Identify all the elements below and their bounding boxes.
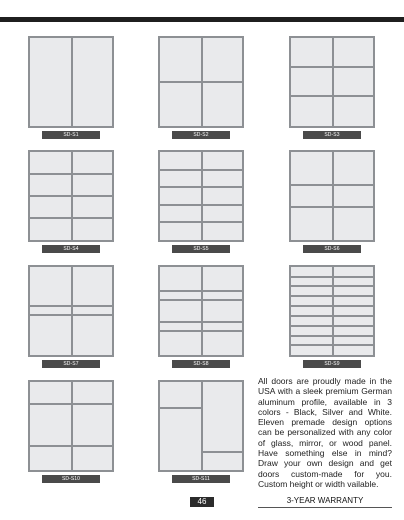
door-rail bbox=[334, 184, 373, 186]
door-rail bbox=[334, 206, 373, 208]
door-label: SD-S5 bbox=[172, 245, 230, 253]
door-center-mullion bbox=[71, 382, 73, 470]
door-design-sd-s6 bbox=[289, 150, 375, 242]
door-rail bbox=[73, 403, 112, 405]
door-rail bbox=[291, 305, 333, 307]
door-rail bbox=[30, 445, 72, 447]
door-rail bbox=[160, 221, 202, 223]
door-rail bbox=[291, 184, 333, 186]
door-rail bbox=[203, 186, 242, 188]
door-design-sd-s10 bbox=[28, 380, 114, 472]
door-label: SD-S9 bbox=[303, 360, 361, 368]
door-rail bbox=[203, 451, 242, 453]
door-rail bbox=[160, 169, 202, 171]
door-rail bbox=[160, 290, 202, 292]
door-label: SD-S3 bbox=[303, 131, 361, 139]
door-rail bbox=[73, 217, 112, 219]
door-center-mullion bbox=[201, 267, 203, 355]
door-center-mullion bbox=[71, 38, 73, 126]
door-rail bbox=[334, 95, 373, 97]
door-design-sd-s4 bbox=[28, 150, 114, 242]
door-center-mullion bbox=[71, 267, 73, 355]
door-design-sd-s1 bbox=[28, 36, 114, 128]
door-center-mullion bbox=[332, 38, 334, 126]
door-design-sd-s5 bbox=[158, 150, 244, 242]
header-rule bbox=[0, 17, 404, 22]
door-rail bbox=[160, 186, 202, 188]
door-rail bbox=[73, 195, 112, 197]
door-rail bbox=[334, 285, 373, 287]
door-rail bbox=[291, 335, 333, 337]
door-label: SD-S4 bbox=[42, 245, 100, 253]
door-rail bbox=[30, 305, 72, 307]
door-rail bbox=[160, 330, 202, 332]
door-rail bbox=[160, 407, 202, 409]
door-rail bbox=[30, 173, 72, 175]
door-rail bbox=[160, 81, 202, 83]
door-design-sd-s9 bbox=[289, 265, 375, 357]
door-rail bbox=[160, 204, 202, 206]
door-rail bbox=[291, 285, 333, 287]
door-rail bbox=[291, 344, 333, 346]
door-rail bbox=[203, 221, 242, 223]
door-label: SD-S6 bbox=[303, 245, 361, 253]
door-design-sd-s7 bbox=[28, 265, 114, 357]
door-rail bbox=[203, 169, 242, 171]
door-rail bbox=[291, 315, 333, 317]
door-rail bbox=[73, 445, 112, 447]
door-rail bbox=[334, 344, 373, 346]
door-rail bbox=[203, 81, 242, 83]
door-center-mullion bbox=[201, 152, 203, 240]
door-rail bbox=[334, 276, 373, 278]
door-rail bbox=[30, 403, 72, 405]
door-center-mullion bbox=[332, 152, 334, 240]
warranty-rule bbox=[258, 507, 392, 508]
door-design-sd-s11 bbox=[158, 380, 244, 472]
door-rail bbox=[160, 321, 202, 323]
door-center-mullion bbox=[201, 382, 203, 470]
door-rail bbox=[203, 299, 242, 301]
door-rail bbox=[73, 314, 112, 316]
page-number: 46 bbox=[190, 497, 214, 507]
door-label: SD-S11 bbox=[172, 475, 230, 483]
door-rail bbox=[203, 321, 242, 323]
door-design-sd-s2 bbox=[158, 36, 244, 128]
door-rail bbox=[334, 295, 373, 297]
door-rail bbox=[291, 325, 333, 327]
door-rail bbox=[30, 195, 72, 197]
door-rail bbox=[73, 305, 112, 307]
description-text: All doors are proudly made in the USA with a sleek premium German aluminum profile, available in 3 colors - Black, Silver and White. Eleven premade design options can be personalized with any color of glass, mirror, or wood panel. Have something else in mind? Draw your own design and get doors custom-made for you. Custom height or width vailable. bbox=[258, 376, 392, 489]
door-label: SD-S8 bbox=[172, 360, 230, 368]
door-rail bbox=[160, 299, 202, 301]
door-rail bbox=[291, 276, 333, 278]
door-rail bbox=[291, 295, 333, 297]
door-design-sd-s3 bbox=[289, 36, 375, 128]
door-rail bbox=[334, 66, 373, 68]
door-rail bbox=[203, 290, 242, 292]
door-rail bbox=[291, 95, 333, 97]
door-design-sd-s8 bbox=[158, 265, 244, 357]
door-rail bbox=[291, 66, 333, 68]
door-rail bbox=[334, 315, 373, 317]
door-rail bbox=[334, 325, 373, 327]
door-rail bbox=[30, 314, 72, 316]
warranty-label: 3-YEAR WARRANTY bbox=[286, 496, 364, 505]
door-rail bbox=[334, 335, 373, 337]
door-rail bbox=[334, 305, 373, 307]
door-center-mullion bbox=[332, 267, 334, 355]
door-rail bbox=[203, 330, 242, 332]
door-label: SD-S1 bbox=[42, 131, 100, 139]
door-rail bbox=[203, 204, 242, 206]
door-label: SD-S10 bbox=[42, 475, 100, 483]
door-rail bbox=[291, 206, 333, 208]
door-label: SD-S7 bbox=[42, 360, 100, 368]
door-rail bbox=[73, 173, 112, 175]
door-label: SD-S2 bbox=[172, 131, 230, 139]
door-rail bbox=[30, 217, 72, 219]
